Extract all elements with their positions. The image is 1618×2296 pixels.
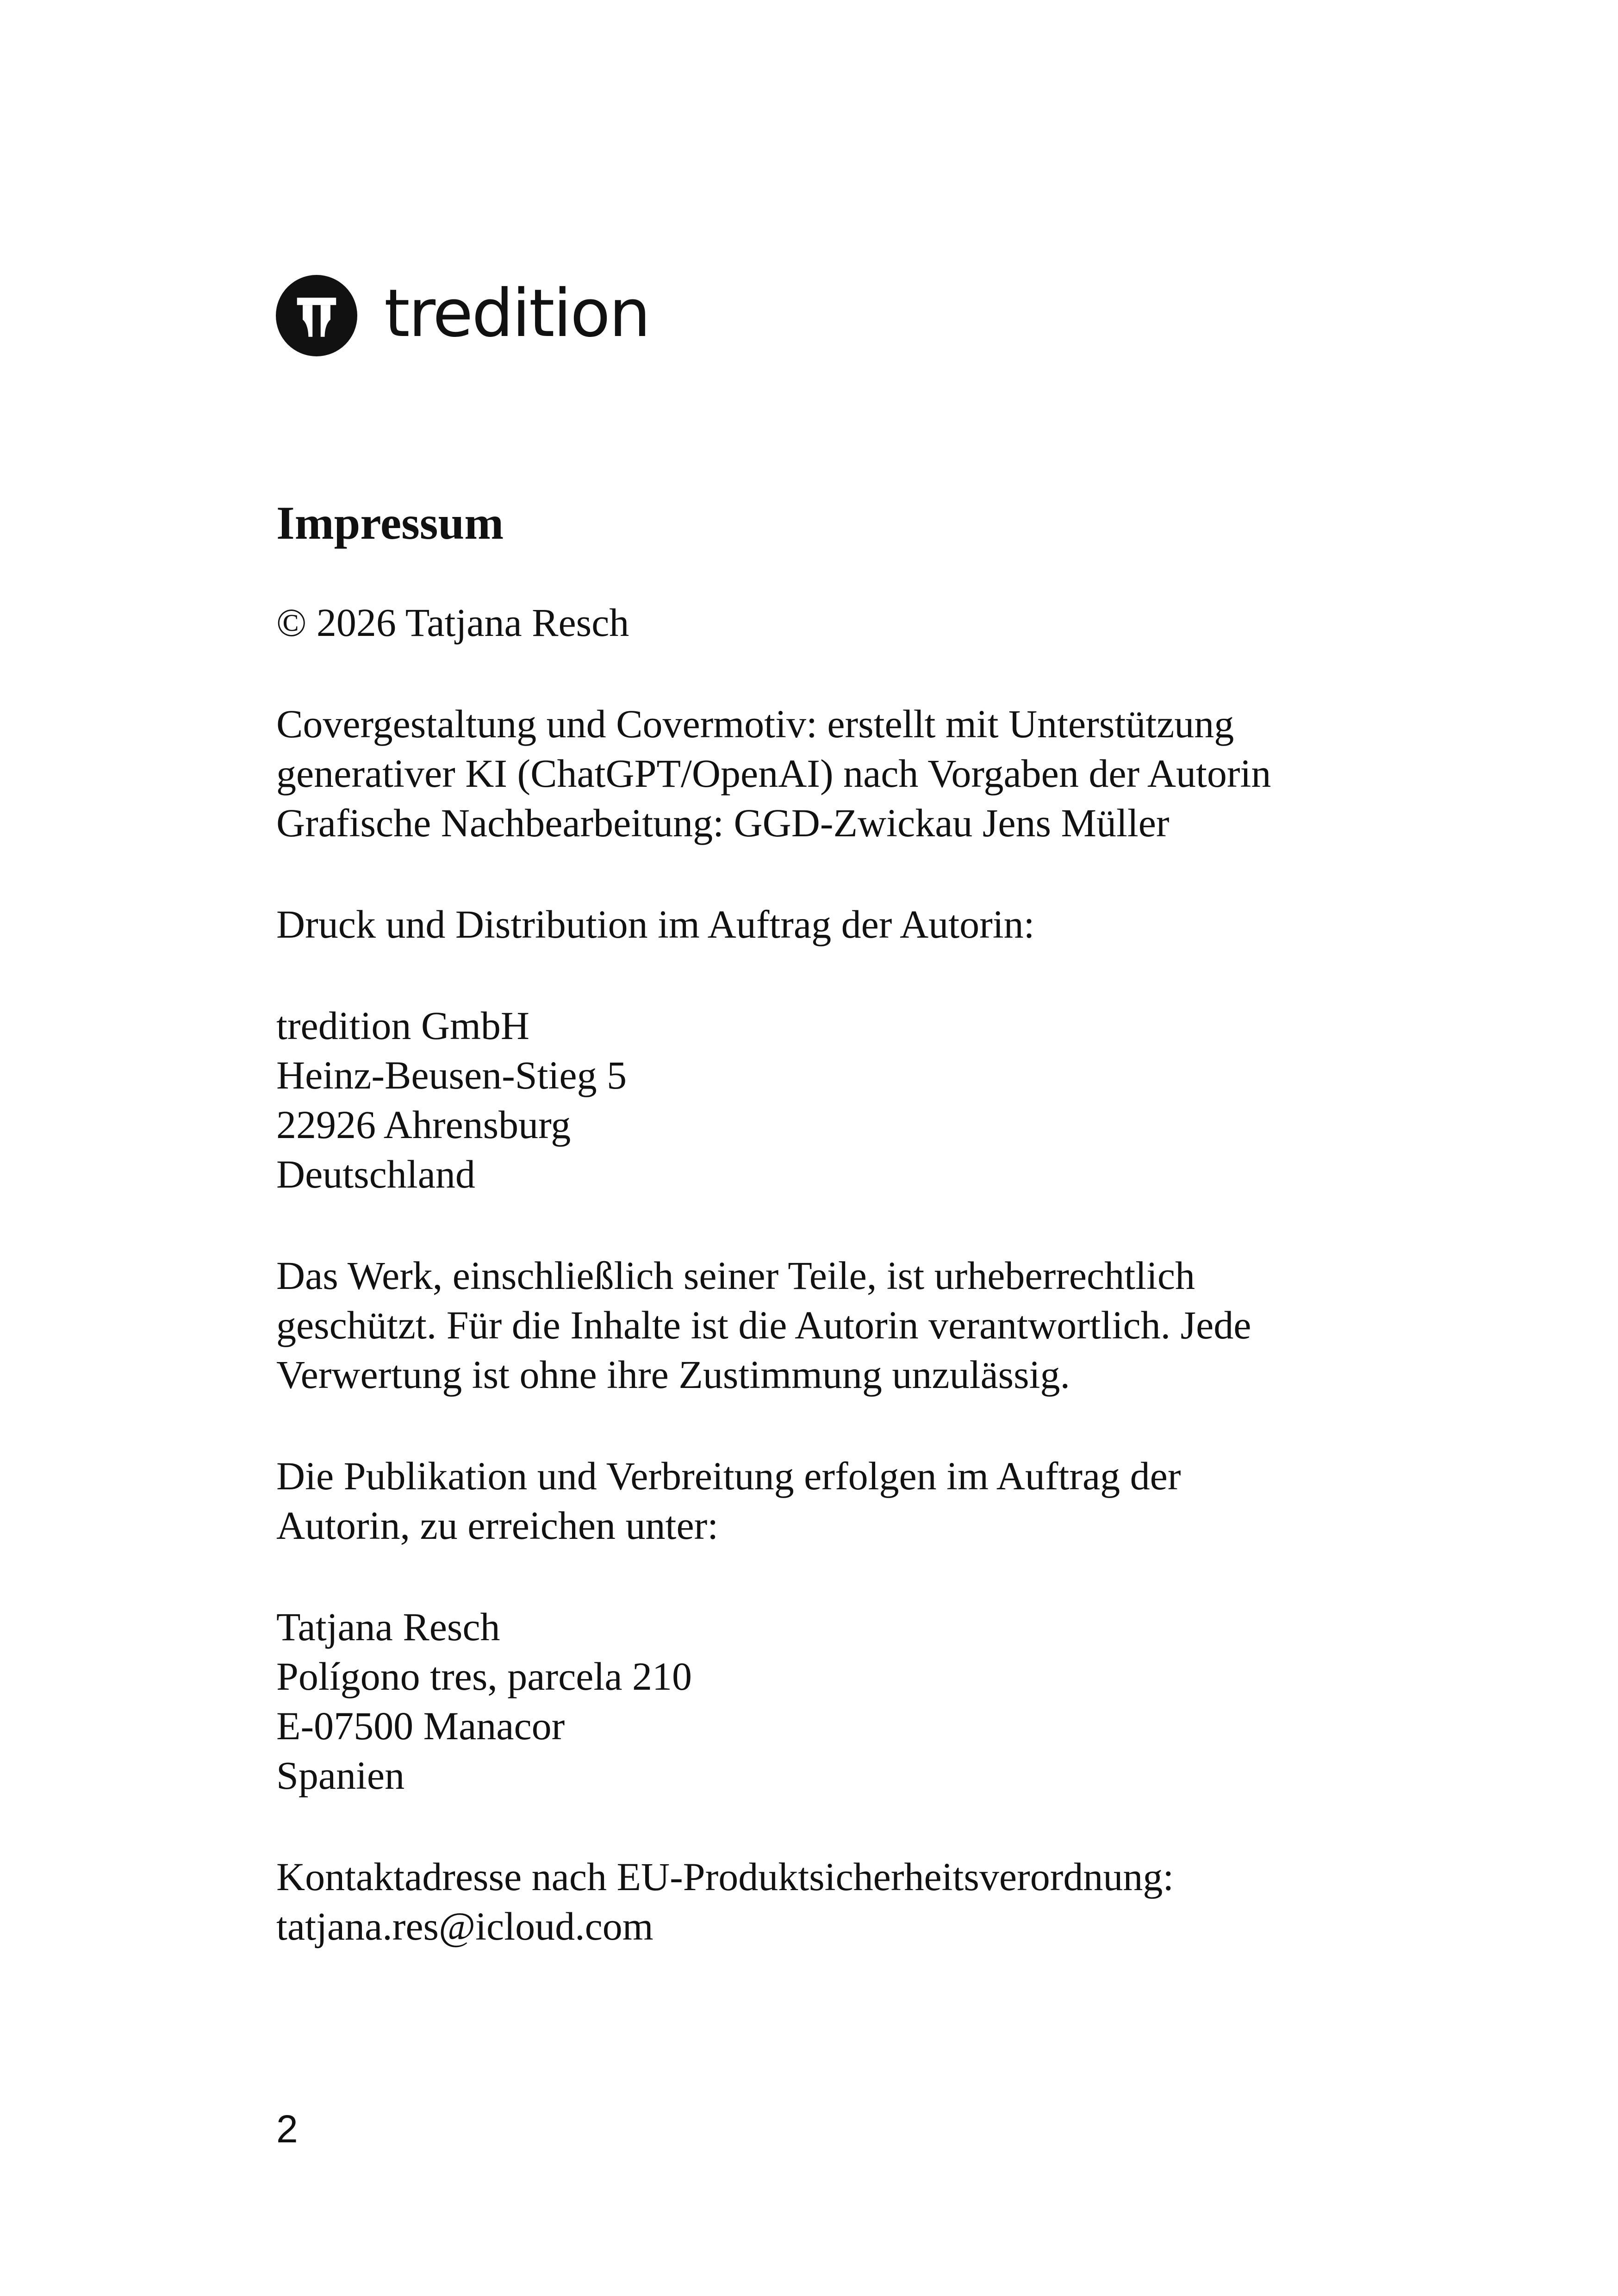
copyright-line: © 2026 Tatjana Resch [276, 600, 629, 645]
publisher-address [276, 1001, 1526, 1199]
cover-credit-line: Grafische Nachbearbeitung: GGD-Zwickau Jens Müller [276, 801, 1170, 845]
contact-label: Kontaktadresse nach EU-Produktsicherheitsverordnung: [276, 1854, 1174, 1899]
publication-line: Autorin, zu erreichen unter: [276, 1503, 719, 1548]
address-line: E-07500 Manacor [276, 1704, 565, 1748]
page-title: Impressum [276, 497, 504, 549]
publication-note [276, 1451, 1526, 1550]
address-line: Polígono tres, parcela 210 [276, 1654, 692, 1699]
contact-info [276, 1852, 1526, 1951]
address-line: tredition GmbH [276, 1003, 529, 1048]
rights-notice [276, 1251, 1526, 1400]
impressum-content [276, 493, 1526, 2003]
tredition-logo-icon [276, 275, 357, 356]
copyright-notice [276, 598, 1526, 647]
print-intro-line: Druck und Distribution im Auftrag der Autorin: [276, 902, 1035, 946]
rights-line: Verwertung ist ohne ihre Zustimmung unzulässig. [276, 1352, 1070, 1397]
cover-credits [276, 699, 1526, 848]
address-line: Heinz-Beusen-Stieg 5 [276, 1053, 627, 1097]
cover-credit-line: generativer KI (ChatGPT/OpenAI) nach Vorgaben der Autorin [276, 751, 1271, 796]
address-line: Spanien [276, 1753, 405, 1798]
rights-line: Das Werk, einschließlich seiner Teile, ist urheberrechtlich [276, 1253, 1195, 1298]
rights-line: geschützt. Für die Inhalte ist die Autorin verantwortlich. Jede [276, 1303, 1251, 1347]
address-line: Tatjana Resch [276, 1605, 500, 1649]
print-distribution-note [276, 900, 1526, 949]
address-line: Deutschland [276, 1152, 475, 1196]
publication-line: Die Publikation und Verbreitung erfolgen im Auftrag der [276, 1454, 1181, 1498]
author-address [276, 1602, 1526, 1800]
contact-email: tatjana.res@icloud.com [276, 1904, 653, 1948]
tredition-logo [276, 274, 649, 357]
cover-credit-line: Covergestaltung und Covermotiv: erstellt mit Unterstützung [276, 702, 1234, 746]
tredition-wordmark: tredition [384, 275, 649, 352]
page-number: 2 [276, 2107, 298, 2151]
address-line: 22926 Ahrensburg [276, 1102, 571, 1147]
